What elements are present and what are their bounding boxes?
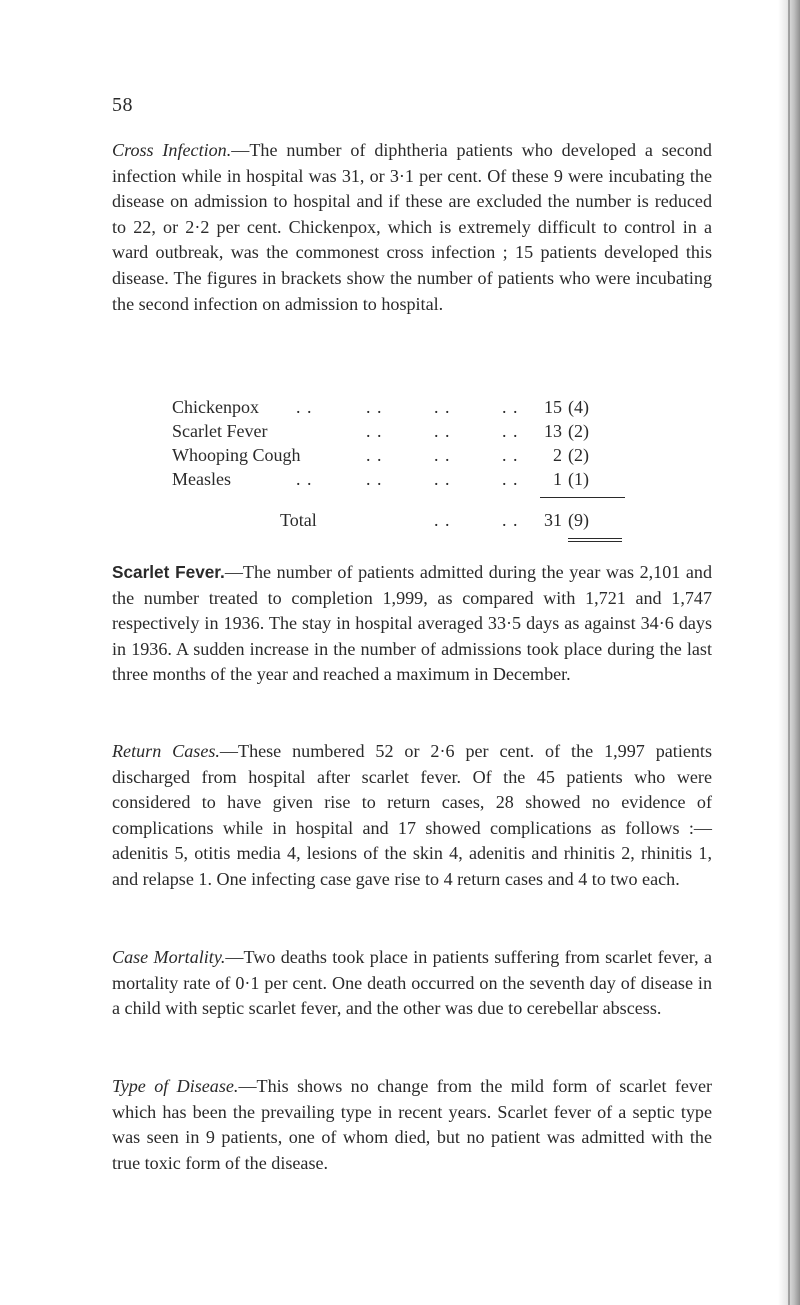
- leader-dots: . .: [434, 469, 451, 489]
- row-label: Measles: [172, 469, 231, 489]
- leader-dots: . .: [366, 469, 383, 489]
- leader-dots: . .: [502, 397, 519, 417]
- leader-dots: . .: [434, 421, 451, 441]
- leader-dots: . .: [366, 397, 383, 417]
- row-label: Scarlet Fever: [172, 421, 268, 441]
- type-of-disease-paragraph: [112, 1074, 712, 1176]
- cross-infection-paragraph: [112, 138, 712, 317]
- row-label: Whooping Cough: [172, 445, 301, 465]
- return-cases-text: These numbered 52 or 2·6 per cent. of the 1,997 patients discharged from hospital after scarlet fever. Of the 45 patients who were considered to have given rise to return cases, 28 showed no evidence of complications while in hospital and 17 showed complications as follows :—adenitis 5, otitis media 4, lesions of the skin 4, adenitis and rhinitis 2, rhinitis 1, and relapse 1. One infecting case gave rise to 4 return cases and 4 to two each.: [112, 741, 712, 889]
- row-value: 13: [544, 421, 562, 441]
- cross-infection-heading: Cross Infection.: [112, 140, 232, 160]
- case-mortality-paragraph: [112, 945, 712, 1022]
- row-value: 15: [544, 397, 562, 417]
- return-cases-dash: —: [219, 741, 239, 761]
- type-of-disease-heading: Type of Disease.: [112, 1076, 239, 1096]
- leader-dots: . .: [502, 469, 519, 489]
- leader-dots: . .: [296, 397, 313, 417]
- row-label: Chickenpox: [172, 397, 259, 417]
- table-row: [172, 445, 622, 469]
- return-cases-heading: Return Cases.: [112, 741, 220, 761]
- return-cases-paragraph: [112, 739, 712, 893]
- leader-dots: . .: [366, 445, 383, 465]
- row-value: 1: [553, 469, 562, 489]
- cross-infection-dash: —: [231, 140, 250, 160]
- leader-dots: . .: [296, 469, 313, 489]
- leader-dots: . .: [434, 510, 451, 530]
- case-mortality-dash: —: [225, 947, 244, 967]
- row-bracket: (2): [568, 445, 589, 465]
- scarlet-fever-dash: —: [224, 562, 243, 582]
- case-mortality-heading: Case Mortality.: [112, 947, 226, 967]
- case-mortality-text: Two deaths took place in patients suffering from scarlet fever, a mortality rate of 0·1 per cent. One death occurred on the seventh day of disease in a child with septic scarlet fever, and the other was due to cerebellar abscess.: [112, 947, 712, 1019]
- total-bracket: (9): [568, 510, 589, 530]
- page-number: 58: [112, 94, 133, 116]
- leader-dots: . .: [502, 510, 519, 530]
- table-row: [172, 469, 622, 493]
- total-value: 31: [544, 510, 562, 530]
- total-double-rule-bottom: [568, 541, 622, 542]
- cross-infection-text: The number of diphtheria patients who developed a second infection while in hospital was 31, or 3·1 per cent. Of these 9 were incubating the disease on admission to hospital and if these are excluded the number is reduced to 22, or 2·2 per cent. Chickenpox, which is extremely difficult to control in a ward outbreak, was the commonest cross infection ; 15 patients developed this disease. The figures in brackets show the number of patients who were incubating the second infection on admission to hospital.: [112, 140, 712, 314]
- leader-dots: . .: [434, 445, 451, 465]
- table-row: [172, 421, 622, 445]
- leader-dots: . .: [502, 421, 519, 441]
- type-of-disease-dash: —: [238, 1076, 257, 1096]
- subtotal-rule: [540, 497, 625, 498]
- total-label: Total: [280, 510, 317, 530]
- row-bracket: (4): [568, 397, 589, 417]
- scarlet-fever-text: The number of patients admitted during the year was 2,101 and the number treated to completion 1,999, as compared with 1,721 and 1,747 respectively in 1936. The stay in hospital averaged 33·5 days as against 34·6 days in 1936. A sudden increase in the number of admissions took place during the last three months of the year and reached a maximum in December.: [112, 562, 712, 685]
- row-value: 2: [553, 445, 562, 465]
- leader-dots: . .: [434, 397, 451, 417]
- row-bracket: (1): [568, 469, 589, 489]
- total-double-rule-top: [568, 538, 622, 539]
- table-row: [172, 397, 622, 421]
- scarlet-fever-paragraph: [112, 560, 712, 688]
- total-row: [172, 510, 622, 534]
- page-binding-line: [788, 0, 790, 1305]
- row-bracket: (2): [568, 421, 589, 441]
- scarlet-fever-heading: Scarlet Fever.: [112, 562, 225, 582]
- type-of-disease-text: This shows no change from the mild form of scarlet fever which has been the prevailing type in recent years. Scarlet fever of a septic type was seen in 9 patients, one of whom died, but no patient was admitted with the true toxic form of the disease.: [112, 1076, 712, 1173]
- leader-dots: . .: [502, 445, 519, 465]
- leader-dots: . .: [366, 421, 383, 441]
